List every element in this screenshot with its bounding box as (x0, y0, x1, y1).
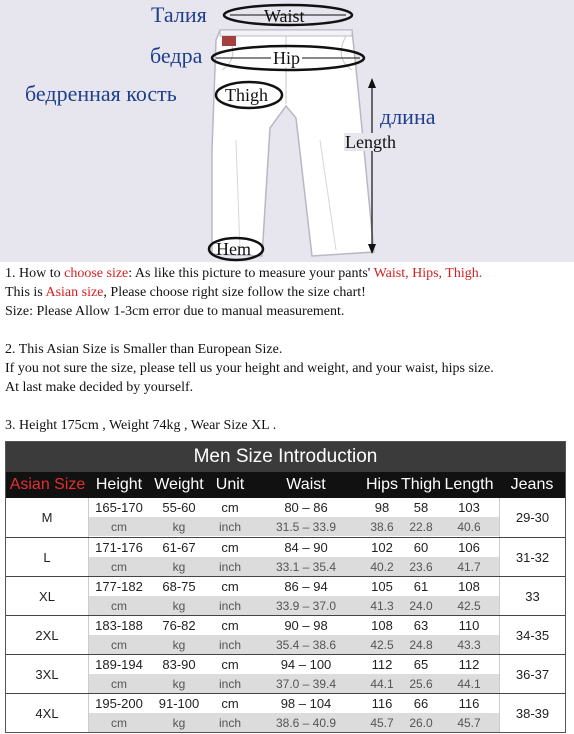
jeans-cell: 29-30 (499, 498, 565, 537)
weight-unit-value: kg (149, 674, 209, 693)
note-text: , Please choose right size follow the size chart! (103, 285, 366, 300)
note-line-7: 3. Height 175cm , Weight 74kg , Wear Size XL . (5, 418, 277, 433)
pants-measurement-illustration (0, 0, 574, 262)
thigh-value: 63 (413, 618, 429, 633)
height-value: 177-182 (95, 579, 143, 594)
size-cell: L (6, 538, 89, 576)
length-value: 110 (458, 618, 480, 633)
weight-value: 55-60 (162, 500, 196, 515)
header-unit: Unit (215, 476, 245, 493)
length-cell (439, 694, 499, 732)
size-cell: 2XL (6, 616, 89, 654)
weight-unit-value: kg (149, 596, 209, 615)
jeans-cell: 36-37 (499, 655, 565, 693)
waist-in-value: 35.4 – 38.6 (251, 635, 361, 654)
size-notes (5, 264, 569, 435)
length-cell (439, 655, 499, 693)
thigh-in-value: 26.0 (403, 713, 439, 732)
thigh-in-value: 24.0 (403, 596, 439, 615)
thigh-value: 61 (413, 579, 429, 594)
length-value: 108 (458, 579, 480, 594)
length-in-value: 41.7 (439, 557, 499, 576)
jeans-cell: 38-39 (499, 694, 565, 732)
waist-in-value: 33.9 – 37.0 (251, 596, 361, 615)
weight-unit-value: kg (149, 713, 209, 732)
table-header-row (6, 472, 565, 498)
height-value: 183-188 (95, 618, 143, 633)
header-height: Height (95, 476, 143, 493)
waist-cell (251, 538, 361, 576)
waist-value: 98 – 104 (280, 696, 332, 711)
header-thigh: Thigh (400, 476, 442, 493)
waist-value: 84 – 90 (284, 540, 328, 555)
hips-value: 105 (371, 579, 393, 594)
length-cell (439, 616, 499, 654)
table-title: Men Size Introduction (6, 442, 565, 472)
note-line-3: Size: Please Allow 1-3cm error due to manual measurement. (5, 304, 345, 319)
height-value: 165-170 (95, 500, 143, 515)
waist-cell (251, 694, 361, 732)
weight-value: 83-90 (162, 657, 196, 672)
unit2-value: inch (209, 596, 251, 615)
thigh-in-value: 22.8 (403, 517, 439, 536)
table-row (6, 537, 565, 576)
pants-drawing (0, 0, 574, 262)
note-text: This is (5, 285, 46, 300)
length-in-value: 40.6 (439, 517, 499, 536)
table-body (6, 498, 565, 732)
note-text: : As like this picture to measure your pants' (128, 266, 374, 281)
thigh-value: 65 (413, 657, 429, 672)
header-length: Length (444, 476, 494, 493)
unit2-value: inch (209, 557, 251, 576)
unit2-value: inch (209, 635, 251, 654)
unit-cell (209, 538, 251, 576)
label-patch (222, 36, 236, 46)
note-line-5: If you not sure the size, please tell us your height and weight, and your waist, hips size. (5, 361, 494, 376)
unit-cell (209, 694, 251, 732)
waist-value: 90 – 98 (284, 618, 328, 633)
thigh-in-value: 23.6 (403, 557, 439, 576)
waist-cell (251, 655, 361, 693)
length-value: 116 (458, 696, 480, 711)
unit2-value: inch (209, 674, 251, 693)
unit-value: cm (221, 540, 239, 555)
waist-cell (251, 577, 361, 615)
unit-value: cm (221, 618, 239, 633)
table-row (6, 576, 565, 615)
hips-in-value: 44.1 (361, 674, 403, 693)
waist-cell (251, 498, 361, 537)
height-cell (89, 655, 149, 693)
length-label-ru: длина (380, 104, 436, 129)
waist-label-en: Waist (264, 6, 305, 26)
height-unit-value: cm (89, 596, 149, 615)
hips-in-value: 42.5 (361, 635, 403, 654)
jeans-cell: 34-35 (499, 616, 565, 654)
length-value: 112 (458, 657, 480, 672)
length-in-value: 44.1 (439, 674, 499, 693)
length-value: 106 (458, 540, 480, 555)
waist-value: 80 – 86 (284, 500, 328, 515)
waist-label-ru: Талия (151, 2, 207, 27)
header-weight: Weight (154, 476, 204, 493)
unit-cell (209, 655, 251, 693)
table-row (6, 498, 565, 537)
thigh-in-value: 25.6 (403, 674, 439, 693)
height-cell (89, 616, 149, 654)
size-cell: 3XL (6, 655, 89, 693)
jeans-cell: 33 (499, 577, 565, 615)
jeans-cell: 31-32 (499, 538, 565, 576)
thigh-label-en: Thigh (225, 85, 268, 105)
weight-cell (149, 694, 209, 732)
waist-in-value: 31.5 – 33.9 (251, 517, 361, 536)
note-text: 1. How to (5, 266, 65, 281)
height-unit-value: cm (89, 713, 149, 732)
hips-cell (361, 655, 403, 693)
height-cell (89, 538, 149, 576)
thigh-value: 60 (413, 540, 429, 555)
waist-in-value: 37.0 – 39.4 (251, 674, 361, 693)
waist-in-value: 33.1 – 35.4 (251, 557, 361, 576)
note-line-4: 2. This Asian Size is Smaller than European Size. (5, 342, 283, 357)
header-waist: Waist (286, 476, 326, 493)
waist-in-value: 38.6 – 40.9 (251, 713, 361, 732)
thigh-in-value: 24.8 (403, 635, 439, 654)
header-asian-size: Asian Size (9, 476, 86, 493)
weight-value: 91-100 (158, 696, 200, 711)
table-row (6, 615, 565, 654)
unit-value: cm (221, 579, 239, 594)
unit2-value: inch (209, 713, 251, 732)
header-jeans: Jeans (510, 476, 554, 493)
thigh-value: 58 (413, 500, 429, 515)
unit-value: cm (221, 500, 239, 515)
hips-value: 108 (371, 618, 393, 633)
note-highlight: choose size (64, 266, 129, 281)
weight-unit-value: kg (149, 517, 209, 536)
weight-value: 76-82 (162, 618, 196, 633)
weight-cell (149, 616, 209, 654)
note-line-6: At last make decided by yourself. (5, 380, 194, 395)
hips-cell (361, 616, 403, 654)
note-line-2 (5, 283, 569, 302)
size-chart-table (5, 441, 566, 733)
weight-cell (149, 538, 209, 576)
length-value: 103 (458, 500, 480, 515)
thigh-cell (403, 538, 439, 576)
unit-cell (209, 577, 251, 615)
height-cell (89, 694, 149, 732)
height-unit-value: cm (89, 517, 149, 536)
height-unit-value: cm (89, 557, 149, 576)
thigh-cell (403, 577, 439, 615)
unit-value: cm (221, 657, 239, 672)
height-cell (89, 577, 149, 615)
thigh-value: 66 (413, 696, 429, 711)
weight-unit-value: kg (149, 557, 209, 576)
hips-cell (361, 694, 403, 732)
length-label-en: Length (345, 132, 396, 152)
waist-value: 86 – 94 (284, 579, 328, 594)
thigh-cell (403, 694, 439, 732)
header-hips: Hips (365, 476, 398, 493)
length-in-value: 45.7 (439, 713, 499, 732)
unit-value: cm (221, 696, 239, 711)
unit-cell (209, 498, 251, 537)
hip-label-en: Hip (273, 48, 300, 68)
length-cell (439, 498, 499, 537)
weight-unit-value: kg (149, 635, 209, 654)
weight-cell (149, 498, 209, 537)
height-unit-value: cm (89, 674, 149, 693)
hips-value: 116 (371, 696, 393, 711)
weight-cell (149, 655, 209, 693)
hips-cell (361, 538, 403, 576)
length-in-value: 43.3 (439, 635, 499, 654)
weight-value: 61-67 (162, 540, 196, 555)
weight-value: 68-75 (162, 579, 196, 594)
hips-in-value: 41.3 (361, 596, 403, 615)
height-value: 195-200 (95, 696, 143, 711)
height-value: 171-176 (95, 540, 143, 555)
hips-cell (361, 577, 403, 615)
hips-in-value: 40.2 (361, 557, 403, 576)
waist-cell (251, 616, 361, 654)
table-row (6, 693, 565, 732)
size-cell: XL (6, 577, 89, 615)
hips-in-value: 45.7 (361, 713, 403, 732)
height-value: 189-194 (95, 657, 143, 672)
hips-cell (361, 498, 403, 537)
thigh-cell (403, 655, 439, 693)
size-cell: 4XL (6, 694, 89, 732)
height-cell (89, 498, 149, 537)
length-cell (439, 577, 499, 615)
unit-cell (209, 616, 251, 654)
hips-value: 112 (371, 657, 393, 672)
height-unit-value: cm (89, 635, 149, 654)
size-cell: M (6, 498, 89, 537)
note-highlight: Asian size (45, 285, 104, 300)
hips-in-value: 38.6 (361, 517, 403, 536)
hips-value: 102 (371, 540, 393, 555)
weight-cell (149, 577, 209, 615)
note-highlight: Waist, Hips, Thigh. (373, 266, 483, 281)
hip-label-ru: бедра (150, 43, 203, 68)
waist-value: 94 – 100 (280, 657, 332, 672)
note-line-1 (5, 264, 569, 283)
thigh-label-ru: бедренная кость (25, 81, 177, 106)
thigh-cell (403, 498, 439, 537)
unit2-value: inch (209, 517, 251, 536)
hips-value: 98 (374, 500, 390, 515)
length-cell (439, 538, 499, 576)
thigh-cell (403, 616, 439, 654)
length-in-value: 42.5 (439, 596, 499, 615)
hem-label-en: Hem (216, 239, 251, 259)
table-row (6, 654, 565, 693)
